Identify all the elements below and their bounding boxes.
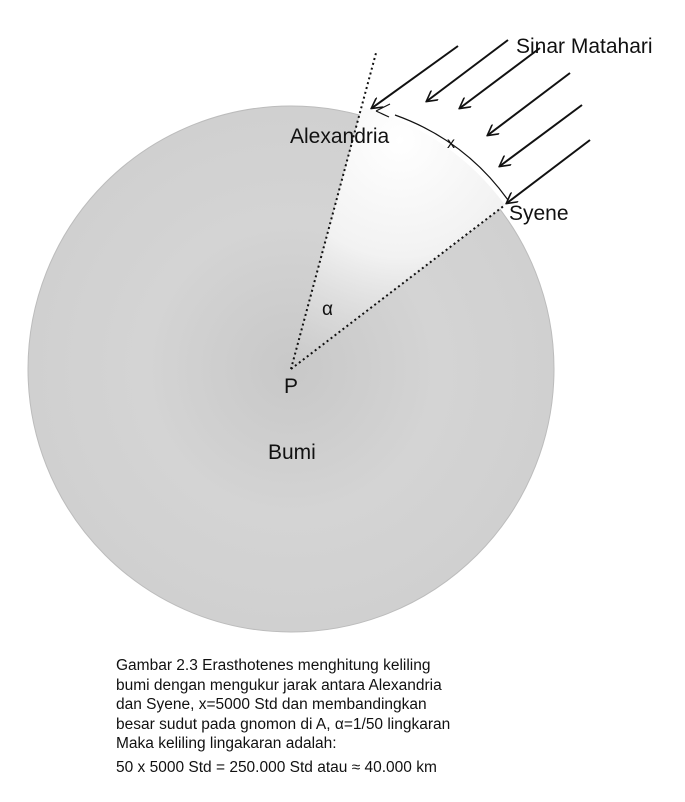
caption-line: 50 x 5000 Std = 250.000 Std atau ≈ 40.000 km (116, 758, 437, 776)
caption-line: Gambar 2.3 Erasthotenes menghitung keliling (116, 657, 431, 674)
figure-caption (116, 656, 536, 777)
sun-ray (500, 105, 582, 166)
sun-ray (372, 46, 458, 108)
sun-ray (507, 140, 590, 203)
angle-alpha-label: α (322, 299, 333, 320)
alexandria-label: Alexandria (290, 125, 390, 148)
earth-label: Bumi (268, 441, 316, 464)
caption-line: besar sudut pada gnomon di A, α=1/50 lingkaran (116, 715, 451, 733)
center-p-label: P (284, 375, 299, 398)
arc-x-label: x (447, 135, 455, 152)
caption-line: dan Syene, x=5000 Std dan membandingkan (116, 696, 427, 713)
caption-line: Maka keliling lingakaran adalah: (116, 735, 337, 752)
sun-rays-label: Sinar Matahari (516, 35, 653, 58)
syene-label: Syene (509, 202, 569, 225)
sun-ray (488, 73, 570, 135)
caption-line: bumi dengan mengukur jarak antara Alexandria (116, 676, 442, 694)
sun-ray (427, 40, 508, 101)
